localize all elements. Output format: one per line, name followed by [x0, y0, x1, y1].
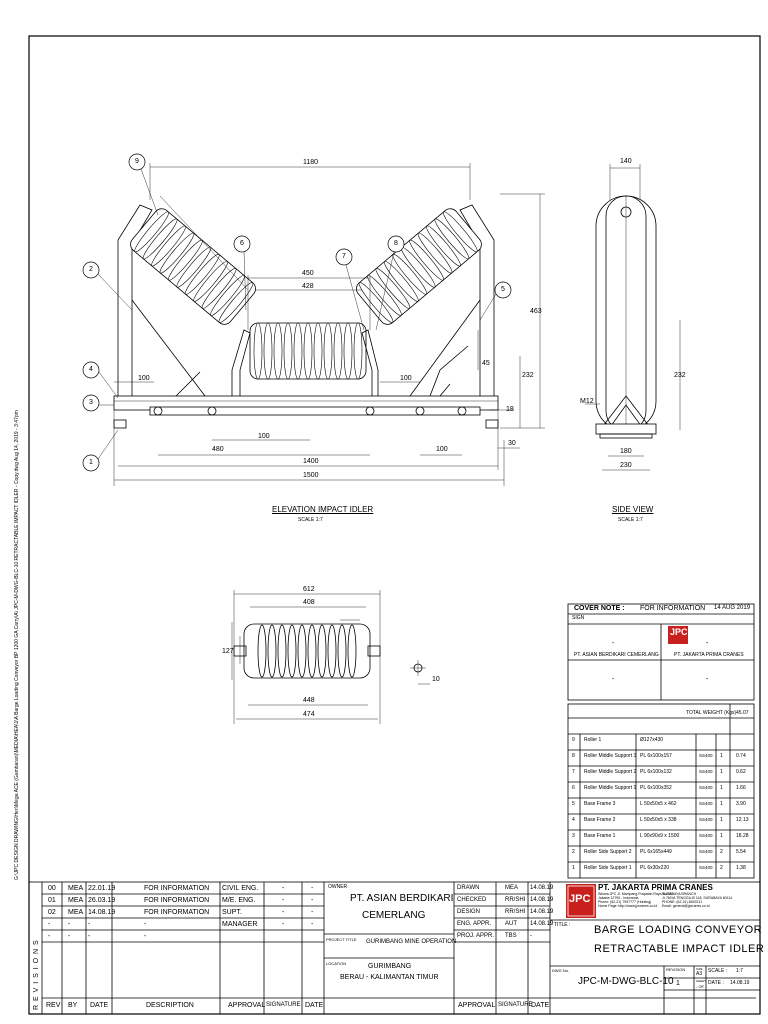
signoff-role: CHECKED — [457, 897, 487, 903]
elevation-view — [114, 205, 498, 428]
dim-100-mid: 100 — [258, 433, 270, 440]
bom-row-desc: Base Frame 2 — [584, 817, 616, 823]
rev-head-date: DATE — [90, 1002, 109, 1009]
dim-428: 428 — [302, 283, 314, 290]
project-title-value: GURIMBANG MINE OPERATION — [366, 939, 457, 945]
signoff-head-date: DATE — [531, 1002, 550, 1009]
signoff-role: DESIGN — [457, 909, 481, 915]
signoff-by: RR/SHI — [505, 909, 526, 915]
owner-signature-label: PT. ASIAN BERDIKARI CEMERLANG — [574, 652, 659, 658]
cover-note-label: COVER NOTE : — [574, 605, 625, 612]
bom-row-material: SS400 — [699, 801, 713, 806]
bom-row-no: 1 — [572, 865, 575, 871]
bom-row-desc: Roller Side Support 2 — [584, 849, 632, 855]
jpc-small-logo-text: JPC — [670, 627, 688, 637]
bom-row-weight: 1.38 — [736, 865, 746, 871]
approval-date: - — [311, 897, 314, 904]
bom-row-material: SS400 — [699, 865, 713, 870]
side-view-scale: SCALE 1:7 — [618, 517, 643, 523]
file-path-note: G:\JPC DESIGN DRAWING\Heri\Mega ACE (Gambaran)\MEDIA\HEA\1\A Barge Loading Conveyor BP 1200 GA Carry\A\ JPC-M-DWG-BLC-10 RETRACTABLE IMPACT IDLER - Copy.dwg Aug 14, 2019 - 3:47pm — [14, 410, 20, 880]
dim-463: 463 — [530, 308, 542, 315]
revision-value: 1 — [676, 980, 680, 987]
revisions-vertical-label: R E V I S I O N S — [33, 939, 40, 1010]
bom-row-no: 4 — [572, 817, 575, 823]
bom-row-spec: L 90x90x9 x 1500 — [640, 833, 680, 839]
bom-row-no: 6 — [572, 785, 575, 791]
bom-row-qty: 1 — [720, 817, 723, 823]
total-weight-label: TOTAL WEIGHT (Kgs) — [686, 710, 737, 716]
sheet-value: - OF - — [696, 984, 707, 989]
approval-date: - — [311, 909, 314, 916]
dwg-no: JPC-M-DWG-BLC-10 — [578, 976, 674, 987]
bom-row-qty: 2 — [720, 865, 723, 871]
company-name: PT. JAKARTA PRIMA CRANES — [598, 883, 713, 892]
center-roller — [250, 323, 366, 379]
bom-row-material: SS400 — [699, 753, 713, 758]
jpc-logo-text: JPC — [569, 893, 591, 905]
cover-note-dash-2: - — [706, 640, 709, 647]
location-label: LOCATION — [326, 961, 347, 966]
dim-448: 448 — [303, 697, 315, 704]
dim-1400: 1400 — [303, 458, 319, 465]
signoff-date: - — [530, 933, 532, 939]
size-value: A3 — [696, 971, 703, 977]
title-label: TITLE : — [554, 922, 571, 928]
rev-row-desc: FOR INFORMATION — [144, 885, 210, 892]
revision-label: REVISION — [666, 967, 686, 972]
cover-note-for-info: FOR INFORMATION — [640, 605, 706, 612]
right-wing-roller — [353, 206, 484, 328]
rev-row-by: MEA — [68, 897, 84, 904]
rev-row-by: MEA — [68, 909, 84, 916]
scale-value: 1:7 — [736, 968, 743, 974]
elevation-view-title: ELEVATION IMPACT IDLER — [272, 505, 374, 514]
drawing-title-line2: RETRACTABLE IMPACT IDLER — [594, 943, 765, 955]
approval-role: SUPT. — [222, 909, 242, 916]
bom-row-desc: Base Frame 3 — [584, 801, 616, 807]
bom-row-desc: Roller Middle Support 1 — [584, 785, 637, 791]
approval-signature: - — [282, 885, 285, 892]
rev-row-rev: 01 — [48, 897, 56, 904]
rev-row-date: 14.08.19 — [88, 909, 116, 916]
dim-10: 10 — [432, 676, 440, 683]
signoff-date: 14.08.19 — [530, 885, 554, 891]
dim-18: 18 — [506, 406, 514, 413]
rev-row-by: - — [68, 933, 71, 940]
bom-row-no: 3 — [572, 833, 575, 839]
cover-note-dash-4: - — [706, 676, 709, 683]
bom-row-weight: 0.74 — [736, 753, 746, 759]
dim-232-side: 232 — [674, 372, 686, 379]
bom-row-desc: Roller Side Support 1 — [584, 865, 632, 871]
bom-row-qty: 1 — [720, 769, 723, 775]
signoff-by: AUT — [505, 921, 517, 927]
dim-100-left: 100 — [138, 375, 150, 382]
elevation-view-scale: SCALE 1:7 — [298, 517, 323, 523]
cover-note-date: 14 AUG 2019 — [714, 605, 751, 611]
dim-m12: M12 — [580, 398, 594, 405]
side-view-title: SIDE VIEW — [612, 505, 654, 514]
rev-row-rev: - — [48, 933, 51, 940]
company-branch: SURABAYA BRANCH Jl. RAYA TENGGILIS 118, SURABAYA 60114 PHONE: (62-31) 8492211 Email: general@jpcranes.co.id — [662, 892, 733, 908]
bom-row-weight: 5.54 — [736, 849, 746, 855]
bom-row-desc: Roller 1 — [584, 737, 602, 743]
sheet-label: SHEET — [696, 979, 707, 983]
signoff-head-approval: APPROVAL — [458, 1002, 496, 1009]
signoff-role: PROJ. APPR. — [457, 933, 495, 939]
bom-row-weight: 0.62 — [736, 769, 746, 775]
approval-signature: - — [282, 909, 285, 916]
bom-row-spec: Ø127x430 — [640, 737, 664, 743]
bom-row-weight: 3.90 — [736, 801, 746, 807]
owner-name-line1: PT. ASIAN BERDIKARI — [350, 893, 454, 904]
dim-450: 450 — [302, 270, 314, 277]
signoff-date: 14.08.19 — [530, 909, 554, 915]
dim-612: 612 — [303, 586, 315, 593]
rev-row-date: - — [88, 921, 91, 928]
dim-1180: 1180 — [303, 159, 319, 166]
balloon-2: 2 — [89, 266, 93, 273]
bom-row-weight: 1.66 — [736, 785, 746, 791]
rev-head-by: BY — [68, 1002, 78, 1009]
bom-row-spec: L 50x50x5 x 338 — [640, 817, 677, 823]
bom-row-spec: PL 6x100x352 — [640, 785, 672, 791]
bom-row-weight: 18.28 — [736, 833, 749, 839]
bom-row-no: 8 — [572, 753, 575, 759]
rev-row-date: 22.01.19 — [88, 885, 116, 892]
approval-date: - — [311, 885, 314, 892]
bom-row-desc: Base Frame 1 — [584, 833, 616, 839]
owner-name-line2: CEMERLANG — [362, 910, 426, 921]
bom-row-qty: 2 — [720, 849, 723, 855]
approval-role: CIVIL ENG. — [222, 885, 259, 892]
dim-474: 474 — [303, 711, 315, 718]
balloon-4: 4 — [89, 366, 93, 373]
signoff-role: ENG. APPR. — [457, 921, 492, 927]
roller-detail — [232, 590, 430, 724]
left-wing-roller — [127, 206, 258, 328]
dim-30: 30 — [508, 440, 516, 447]
company-address: Wisma JPC Jl. Mampang Prapatan Raya No.30 Jakarta 12790 - Indonesia Phone: (62-21) 7997777 (Hunting) Home Page: http://www.jpcranes.co.id — [598, 892, 672, 908]
bom-row-no: 9 — [572, 737, 575, 743]
dwg-no-label: DWG No. — [552, 968, 570, 973]
rev-row-desc: - — [144, 933, 147, 940]
dim-232: 232 — [522, 372, 534, 379]
bom-row-no: 5 — [572, 801, 575, 807]
balloon-6: 6 — [240, 240, 244, 247]
bom-row-no: 7 — [572, 769, 575, 775]
rev-row-desc: FOR INFORMATION — [144, 897, 210, 904]
signoff-role: DRAWN — [457, 885, 480, 891]
rev-head-description: DESCRIPTION — [146, 1002, 194, 1009]
dim-1500: 1500 — [303, 472, 319, 479]
dim-140: 140 — [620, 158, 632, 165]
dim-180: 180 — [620, 448, 632, 455]
bom-row-weight: 12.13 — [736, 817, 749, 823]
bom-row-desc: Roller Middle Support 3 — [584, 753, 637, 759]
date-value: 14.08.19 — [730, 980, 750, 986]
dim-100-right: 100 — [400, 375, 412, 382]
bom-row-spec: PL 6x100x132 — [640, 769, 672, 775]
location-line1: GURIMBANG — [368, 963, 412, 970]
rev-row-by: MEA — [68, 885, 84, 892]
approval-signature: - — [282, 897, 285, 904]
bom-row-qty: 1 — [720, 785, 723, 791]
location-line2: BERAU - KALIMANTAN TIMUR — [340, 974, 439, 981]
rev-row-rev: 00 — [48, 885, 56, 892]
approval-date: - — [311, 921, 314, 928]
balloon-7: 7 — [342, 253, 346, 260]
signoff-by: RR/SHI — [505, 897, 526, 903]
bom-row-spec: PL 6x165x449 — [640, 849, 672, 855]
bom-row-spec: PL 6x100x157 — [640, 753, 672, 759]
approval-role: M/E. ENG. — [222, 897, 256, 904]
date-label: DATE : — [708, 980, 724, 986]
rev-head-signature: SIGNATURE — [266, 1002, 301, 1008]
approval-signature: - — [282, 921, 285, 928]
rev-row-date: 26.03.19 — [88, 897, 116, 904]
signoff-by: MEA — [505, 885, 519, 891]
drawing-title-line1: BARGE LOADING CONVEYOR — [594, 924, 763, 936]
jpc-signature-label: PT. JAKARTA PRIMA CRANES — [674, 652, 744, 658]
rev-head-approval: APPROVAL — [228, 1002, 266, 1009]
bom-row-no: 2 — [572, 849, 575, 855]
bom-row-material: SS400 — [699, 769, 713, 774]
balloon-5: 5 — [501, 286, 505, 293]
rev-row-rev: - — [48, 921, 51, 928]
bom-row-spec: PL 6x30x220 — [640, 865, 670, 871]
bom-row-qty: 1 — [720, 833, 723, 839]
rev-row-rev: 02 — [48, 909, 56, 916]
bom-row-material: SS400 — [699, 817, 713, 822]
dim-408: 408 — [303, 599, 315, 606]
rev-row-by: - — [68, 921, 71, 928]
bom-row-material: SS400 — [699, 849, 713, 854]
project-title-label: PROJECT TITLE — [326, 937, 357, 942]
rev-row-desc: FOR INFORMATION — [144, 909, 210, 916]
bom-row-qty: 1 — [720, 801, 723, 807]
signoff-by: TBS — [505, 933, 517, 939]
side-view — [585, 164, 680, 470]
cover-note-sign: SIGN — [572, 615, 585, 621]
rev-head-date2: DATE — [305, 1002, 324, 1009]
dim-230: 230 — [620, 462, 632, 469]
rev-row-date: - — [88, 933, 91, 940]
size-label: SIZE — [696, 967, 703, 971]
bom-row-material: SS400 — [699, 833, 713, 838]
approval-role: MANAGER — [222, 921, 258, 928]
dim-45: 45 — [482, 360, 490, 367]
balloon-1: 1 — [89, 459, 93, 466]
signoff-head-signature: SIGNATURE — [498, 1002, 533, 1008]
signoff-date: 14.08.19 — [530, 897, 554, 903]
cover-note-dash-1: - — [612, 640, 615, 647]
balloon-8: 8 — [394, 240, 398, 247]
bom-row-spec: L 50x50x5 x 462 — [640, 801, 677, 807]
bom-row-qty: 1 — [720, 753, 723, 759]
rev-head-rev: REV — [46, 1002, 61, 1009]
total-weight-value: 45.07 — [736, 710, 749, 716]
balloon-9: 9 — [135, 158, 139, 165]
cover-note-dash-3: - — [612, 676, 615, 683]
signoff-date: 14.08.19 — [530, 921, 554, 927]
dim-127: 127 — [222, 648, 234, 655]
dim-480: 480 — [212, 446, 224, 453]
rev-row-desc: - — [144, 921, 147, 928]
owner-label: OWNER — [328, 884, 348, 890]
scale-label: SCALE : — [708, 968, 728, 974]
balloon-3: 3 — [89, 399, 93, 406]
bom-row-desc: Roller Middle Support 2 — [584, 769, 637, 775]
bom-row-material: SS400 — [699, 785, 713, 790]
dim-100-base: 100 — [436, 446, 448, 453]
